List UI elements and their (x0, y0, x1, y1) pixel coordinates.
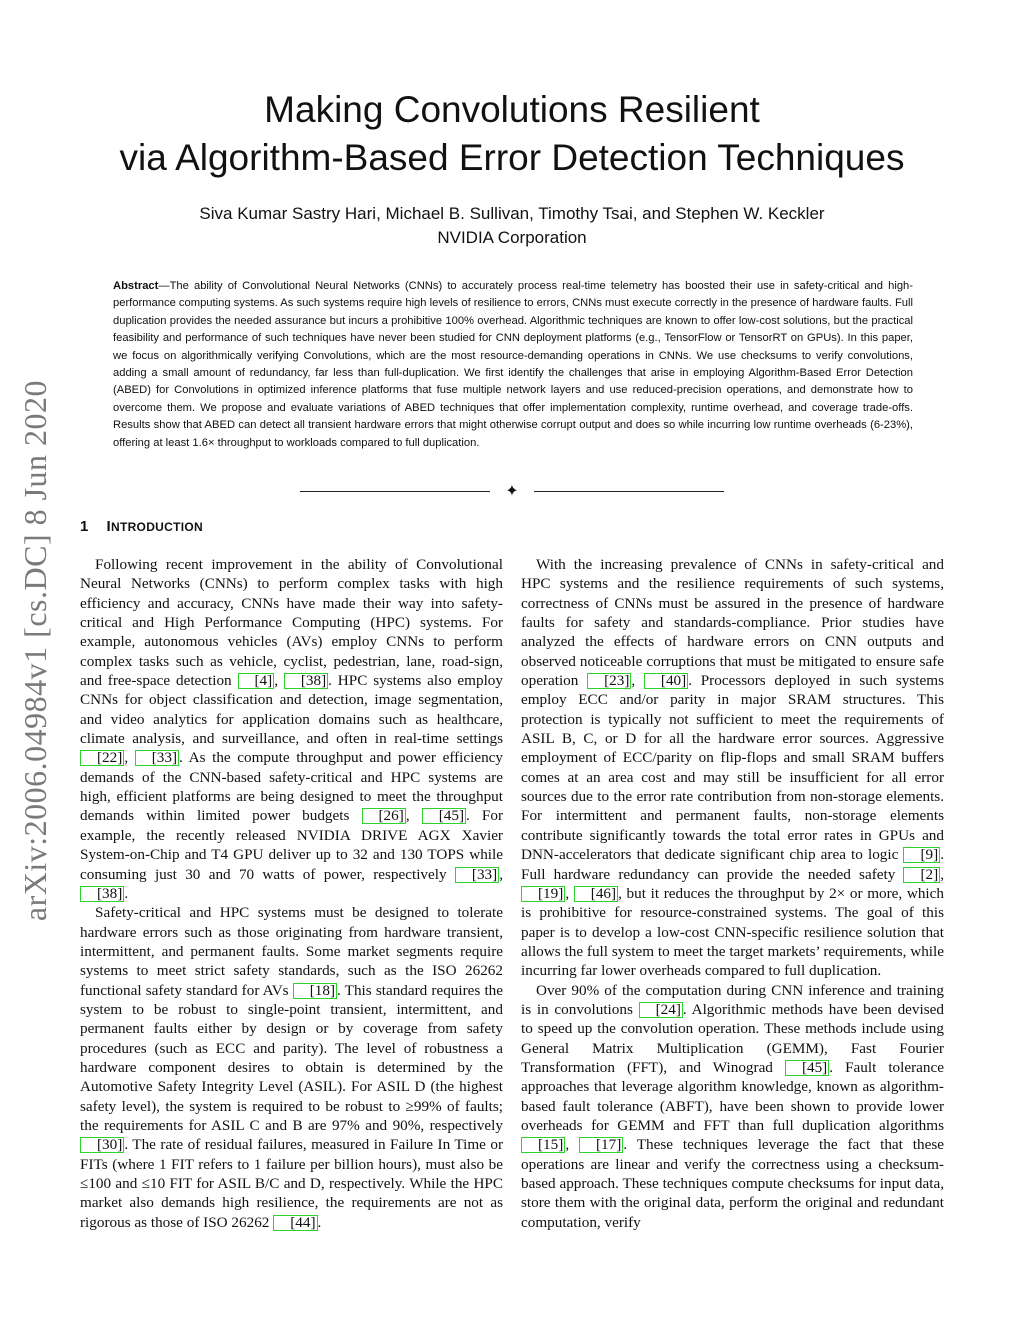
title-line-1: Making Convolutions Resilient (264, 89, 760, 130)
paragraph-text: . This standard requires the system to be robust to single-point transient, intermittent, and permanent faults either by design or by coverage from safety procedures (such as ECC and parity). The level of robustness a hardware component desires to obtain is determined by the Automotive Safety Integrity Level (ASIL). For ASIL D (the highest safety level), the system is required to be robust to ≥99% of faults; the requirements for ASIL C and B are 97% and 90%, respectively (80, 981, 504, 1134)
paragraph-text: . For example, the recently released NVIDIA DRIVE AGX Xavier System-on-Chip and T4 GPU deliver up to 32 and 130 TOPS while consuming just 30 and 70 watts of power, respectively (80, 807, 504, 883)
abstract (113, 278, 913, 452)
citation-link[interactable]: [40] (644, 673, 688, 689)
divider-rule-left (300, 491, 490, 492)
paragraph-text: Following recent improvement in the ability of Convolutional Neural Networks (CNNs) to perform complex tasks with high efficiency and accuracy, CNNs have made their way into safety-critical and High Performance Computing (HPC) systems. For example, autonomous vehicles (AVs) employ CNNs to perform complex tasks such as vehicle, cyclist, pedestrian, lane, road-sign, and free-space detection (80, 556, 503, 690)
citation-link[interactable]: [9] (903, 847, 940, 863)
paragraph-text: . These techniques leverage the fact that these operations are linear and verify the correctness using a checksum-based approach. These techniques compute checksums for input data, store them with the original data, perform the original and redundant computation, verify (521, 1136, 944, 1231)
left-paragraph-1 (80, 555, 503, 903)
section-heading-introduction (80, 518, 203, 535)
citation-link[interactable]: [46] (574, 886, 618, 902)
citation-link[interactable]: [33] (455, 867, 499, 883)
citation-link[interactable]: [17] (579, 1137, 623, 1153)
section-divider (300, 483, 724, 499)
citation-link[interactable]: [45] (422, 808, 466, 824)
paragraph-text: , but it reduces the throughput by 2× or more, which is prohibitive for resource-constrained systems. The goal of this paper is to develop a low-cost CNN-specific resilience solution that allows the full system to meet the target markets’ requirements, while incurring far lower overheads compared to full duplication. (521, 884, 944, 980)
arxiv-identifier-stamp (16, 365, 56, 935)
paragraph-text: . Algorithmic methods have been devised to speed up the convolution operation. These methods include using General Matrix Multiplication (GEMM), Fast Fourier Transformation (FFT), and Winograd (521, 1000, 944, 1076)
citation-link[interactable]: [45] (785, 1060, 829, 1076)
author-block (60, 202, 964, 250)
citation-link[interactable]: [23] (587, 673, 631, 689)
section-number: 1 (80, 518, 89, 535)
divider-rule-right (534, 491, 724, 492)
paragraph-text: . (124, 884, 129, 902)
paragraph-text: , (565, 1136, 579, 1154)
citation-link[interactable]: [4] (238, 673, 275, 689)
citation-link[interactable]: [33] (135, 750, 179, 766)
citation-link[interactable]: [22] (80, 750, 124, 766)
paragraph-text: , (565, 884, 574, 902)
citation-link[interactable]: [18] (293, 983, 337, 999)
paragraph-text: . The rate of residual failures, measured in Failure In Time or FITs (where 1 FIT refers to 1 failure per billion hours), must also be ≤100 and ≤10 FIT for ASIL B/C and D, respectively. While the HPC market also demands high resilience, the requirements are not as rigorous as those of ISO 26262 (80, 1136, 503, 1231)
citation-link[interactable]: [2] (903, 867, 940, 883)
paragraph-text: , (124, 749, 135, 767)
section-title-initial: I (106, 518, 111, 535)
paragraph-text: , (499, 865, 503, 883)
divider-star-icon: ✦ (505, 481, 519, 500)
paragraph-text: , (940, 865, 944, 883)
paragraph-text: . Full hardware redundancy can provide the needed safety (521, 846, 944, 883)
author-affiliation: NVIDIA Corporation (437, 228, 587, 247)
citation-link[interactable]: [15] (521, 1137, 565, 1153)
right-paragraph-2 (521, 981, 944, 1232)
paragraph-text: , (274, 672, 284, 690)
left-column (80, 555, 503, 1232)
paragraph-text: With the increasing prevalence of CNNs in safety-critical and HPC systems and the resilience requirements of such systems, correctness of CNNs must be assured in the presence of hardware faults for safety and standards-compliance. Prior studies have analyzed the effects of hardware errors on CNN outputs and observed noticeable corruptions that must be mitigated to ensure safe operation (521, 556, 944, 690)
right-paragraph-1 (521, 555, 944, 981)
paragraph-text: , (405, 807, 422, 825)
title-line-2: via Algorithm-Based Error Detection Techniques (119, 137, 905, 178)
paragraph-text: Over 90% of the computation during CNN inference and training is in convolutions (521, 981, 944, 1018)
citation-link[interactable]: [24] (639, 1002, 683, 1018)
left-paragraph-2 (80, 903, 503, 1232)
citation-link[interactable]: [26] (362, 808, 406, 824)
citation-link[interactable]: [19] (521, 886, 565, 902)
abstract-label: Abstract (113, 280, 159, 292)
section-title-rest: NTRODUCTION (111, 520, 203, 534)
right-column (521, 555, 944, 1232)
citation-link[interactable]: [38] (80, 886, 124, 902)
paragraph-text: , (631, 672, 644, 690)
paragraph-text: Safety-critical and HPC systems must be designed to tolerate hardware errors such as those originating from hardware transient, intermittent, and permanent faults. Some market segments require systems to meet strict safety standards, such as the ISO 26262 functional safety standard for AVs (80, 904, 503, 999)
paragraph-text: . As the compute throughput and power efficiency demands of the CNN-based safety-critical and HPC systems are high, efficient platforms are being designed to meet the throughput demands within limited power budgets (80, 749, 504, 825)
paper-title (60, 86, 964, 182)
paragraph-text: . HPC systems also employ CNNs for object classification and detection, image segmentation, and video analytics for application domains such as healthcare, climate analysis, and surveillance, and often in real-time settings (80, 672, 503, 748)
paragraph-text: . Processors deployed in such systems employ ECC and/or parity in major SRAM structures. This protection is typically not sufficient to meet the requirements of ASIL B, C, or D for all the hardware error sources. Aggressive employment of ECC/parity on flip-flops and small SRAM buffers comes at an area cost and may still be insufficient for all error sources due to the error rate contribution from non-storage elements. For intermittent and permanent faults, non-storage elements contribute significantly towards the total error rates in GPUs and DNN-accelerators that dedicate significant chip area to logic (521, 672, 944, 864)
citation-link[interactable]: [38] (284, 673, 328, 689)
abstract-text: —The ability of Convolutional Neural Networks (CNNs) to accurately process real-time telemetry has boosted their use in safety-critical and high-performance computing systems. As such systems require high levels of resilience to errors, CNNs must execute correctly in the presence of hardware faults. Full duplication provides the needed assurance but incurs a prohibitive 100% overhead. Algorithmic techniques are known to offer low-cost solutions, but the practical feasibility and performance of such techniques have never been studied for CNN deployment platforms (e.g., TensorFlow or TensorRT on GPUs). In this paper, we focus on algorithmically verifying Convolutions, which are the most resource-demanding operations in CNNs. We use checksums to verify convolutions, adding a small amount of redundancy, far less than full-duplication. We first identify the challenges that arise in employing Algorithm-Based Error Detection (ABED) for Convolutions in optimized inference platforms that fuse multiple network layers and use reduced-precision operations, and demonstrate how to overcome them. We propose and evaluate variations of ABED techniques that offer implementation complexity, runtime overhead, and coverage trade-offs. Results show that ABED can detect all transient hardware errors that might otherwise corrupt output and does so while incurring low runtime overheads (6-23%), offering at least 1.6× throughput to workloads compared to full duplication. (113, 280, 913, 449)
paragraph-text: . Fault tolerance approaches that leverage algorithm knowledge, known as algorithm-based fault tolerance (ABFT), have been shown to provide lower overheads for GEMM and FFT than full duplication algorithms (521, 1058, 944, 1134)
citation-link[interactable]: [30] (80, 1137, 124, 1153)
citation-link[interactable]: [44] (273, 1215, 317, 1231)
author-names: Siva Kumar Sastry Hari, Michael B. Sullivan, Timothy Tsai, and Stephen W. Keckler (199, 204, 825, 223)
paragraph-text: . (317, 1213, 322, 1231)
arxiv-identifier-text: arXiv:2006.04984v1 [cs.DC] 8 Jun 2020 (17, 379, 54, 921)
